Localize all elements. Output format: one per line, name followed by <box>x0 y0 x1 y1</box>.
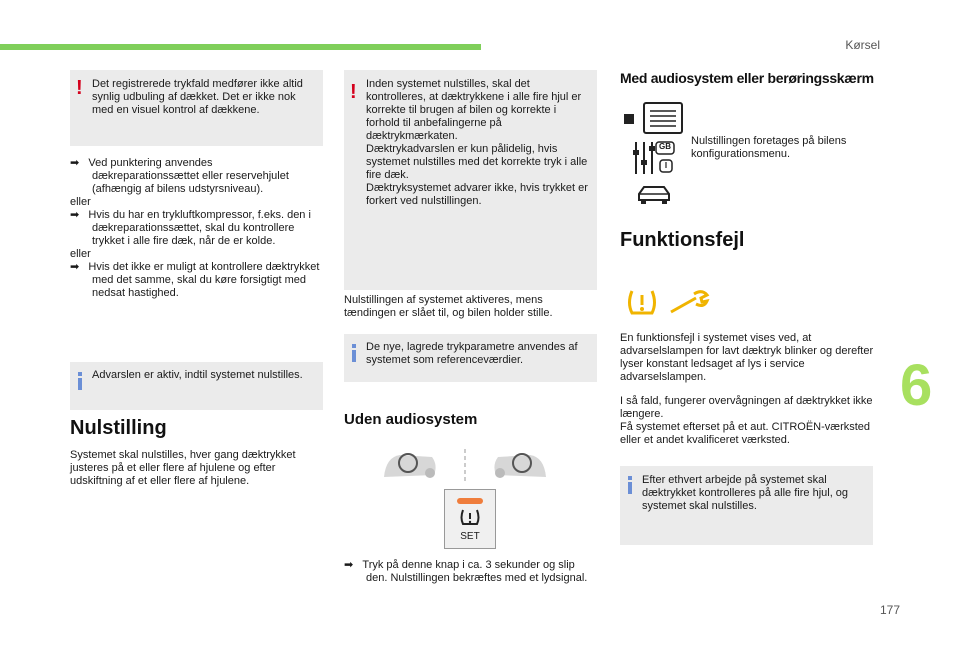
warning-mark: ! <box>350 81 357 103</box>
bullet-arrow: ➡ <box>70 261 89 273</box>
section-heading-med-audiosystem: Med audiosystem eller berøringsskærm <box>620 70 874 86</box>
info-text: De nye, lagrede trykparametre anvendes af systemet som referenceværdier. <box>366 341 578 366</box>
wrench-icon <box>668 290 710 316</box>
warning-text: Det registrerede trykfald medfører ikke altid synlig udbuling af dækket. Det er ikke nok med en visuel kontrol af dækkene. <box>92 78 303 116</box>
set-label: SET <box>460 531 480 542</box>
section-heading-uden-audiosystem: Uden audiosystem <box>344 411 478 428</box>
steering-wheel-controls-illustration <box>380 445 550 485</box>
fault-paragraph: En funktionsfejl i systemet vises ved, at advarselslampen for lavt dæktryk blinker og derefter lyser konstant ledsaget af lys i service advarselslampen. <box>620 332 874 383</box>
section-heading-nulstilling: Nulstilling <box>70 417 167 439</box>
language-label: GB <box>659 142 671 151</box>
bullet-arrow: ➡ <box>344 559 363 571</box>
troubleshooting-list <box>70 157 320 300</box>
touchscreen-text: Nulstillingen foretages på bilens konfigurationsmenu. <box>691 135 847 160</box>
info-mark <box>352 344 356 362</box>
reset-paragraph: Systemet skal nulstilles, hver gang dæktrykket justeres på et eller flere af hjulene og efter udskiftning af et eller flere af hjulene. <box>70 449 296 487</box>
info-mark <box>628 476 632 494</box>
list-item: ➡ Hvis du har en trykluftkompressor, f.eks. den i dækreparationssættet, skal du kontrollere trykket i alle fire dæk, når de er kolde. <box>70 209 311 247</box>
list-connector: eller <box>70 196 91 208</box>
warning-mark: ! <box>76 77 83 99</box>
info-label: I <box>664 161 668 170</box>
activation-paragraph: Nulstillingen af systemet aktiveres, mens tændingen er slået til, og bilen holder stille. <box>344 294 553 319</box>
warning-box <box>70 70 323 146</box>
list-item: ➡ Hvis det ikke er muligt at kontrollere dæktrykket med det samme, skal du køre forsigtigt med nedsat hastighed. <box>70 261 320 299</box>
info-text: Efter ethvert arbejde på systemet skal dæktrykket kontrolleres på alle fire hjul, og systemet skal nulstilles. <box>642 474 849 512</box>
accent-bar <box>0 44 481 50</box>
warning-box <box>344 70 597 290</box>
fault-paragraph-2: I så fald, fungerer overvågningen af dæktrykket ikke længere. Få systemet efterset på et aut. CITROËN-værksted eller et andet kvalificeret værksted. <box>620 395 873 446</box>
tpms-warning-icon <box>459 508 481 528</box>
indicator-light <box>457 498 483 504</box>
touchscreen-icon <box>624 102 684 134</box>
car-icon <box>636 184 672 206</box>
warning-text: Dæktrykadvarslen er kun pålidelig, hvis systemet nulstilles med det korrekte tryk i alle fire dæk. <box>366 143 588 181</box>
list-connector: eller <box>70 248 91 260</box>
info-box <box>70 362 323 410</box>
list-item: ➡ Tryk på denne knap i ca. 3 sekunder og slip den. Nulstillingen bekræftes med et lydsignal. <box>344 559 588 584</box>
page-number: 177 <box>879 603 900 617</box>
section-heading-funktionsfejl: Funktionsfejl <box>620 229 745 251</box>
info-box <box>620 466 873 545</box>
info-text: Advarslen er aktiv, indtil systemet nulstilles. <box>92 369 303 381</box>
tpms-warning-icon <box>626 288 658 318</box>
warning-text: Inden systemet nulstilles, skal det kontrolleres, at dæktrykkene i alle fire hjul er korrekte til brugen af bilen og korrekte i forhold til anbefalingerne på dæktrykmærkaten. <box>366 78 582 142</box>
chapter-number: 6 <box>900 353 933 418</box>
info-box <box>344 334 597 382</box>
tpms-set-button[interactable] <box>444 489 496 549</box>
bullet-arrow: ➡ <box>70 157 89 169</box>
list-item: ➡ Ved punktering anvendes dækreparationssættet eller reservehjulet (afhængig af bilens udstyrsniveau). <box>70 157 289 195</box>
settings-sliders-icon <box>632 140 676 176</box>
section-title: Kørsel <box>845 38 880 52</box>
info-mark <box>78 372 82 390</box>
warning-text: Dæktryksystemet advarer ikke, hvis trykket er forkert ved nulstillingen. <box>366 182 588 207</box>
set-instruction <box>344 559 594 585</box>
bullet-arrow: ➡ <box>70 209 89 221</box>
